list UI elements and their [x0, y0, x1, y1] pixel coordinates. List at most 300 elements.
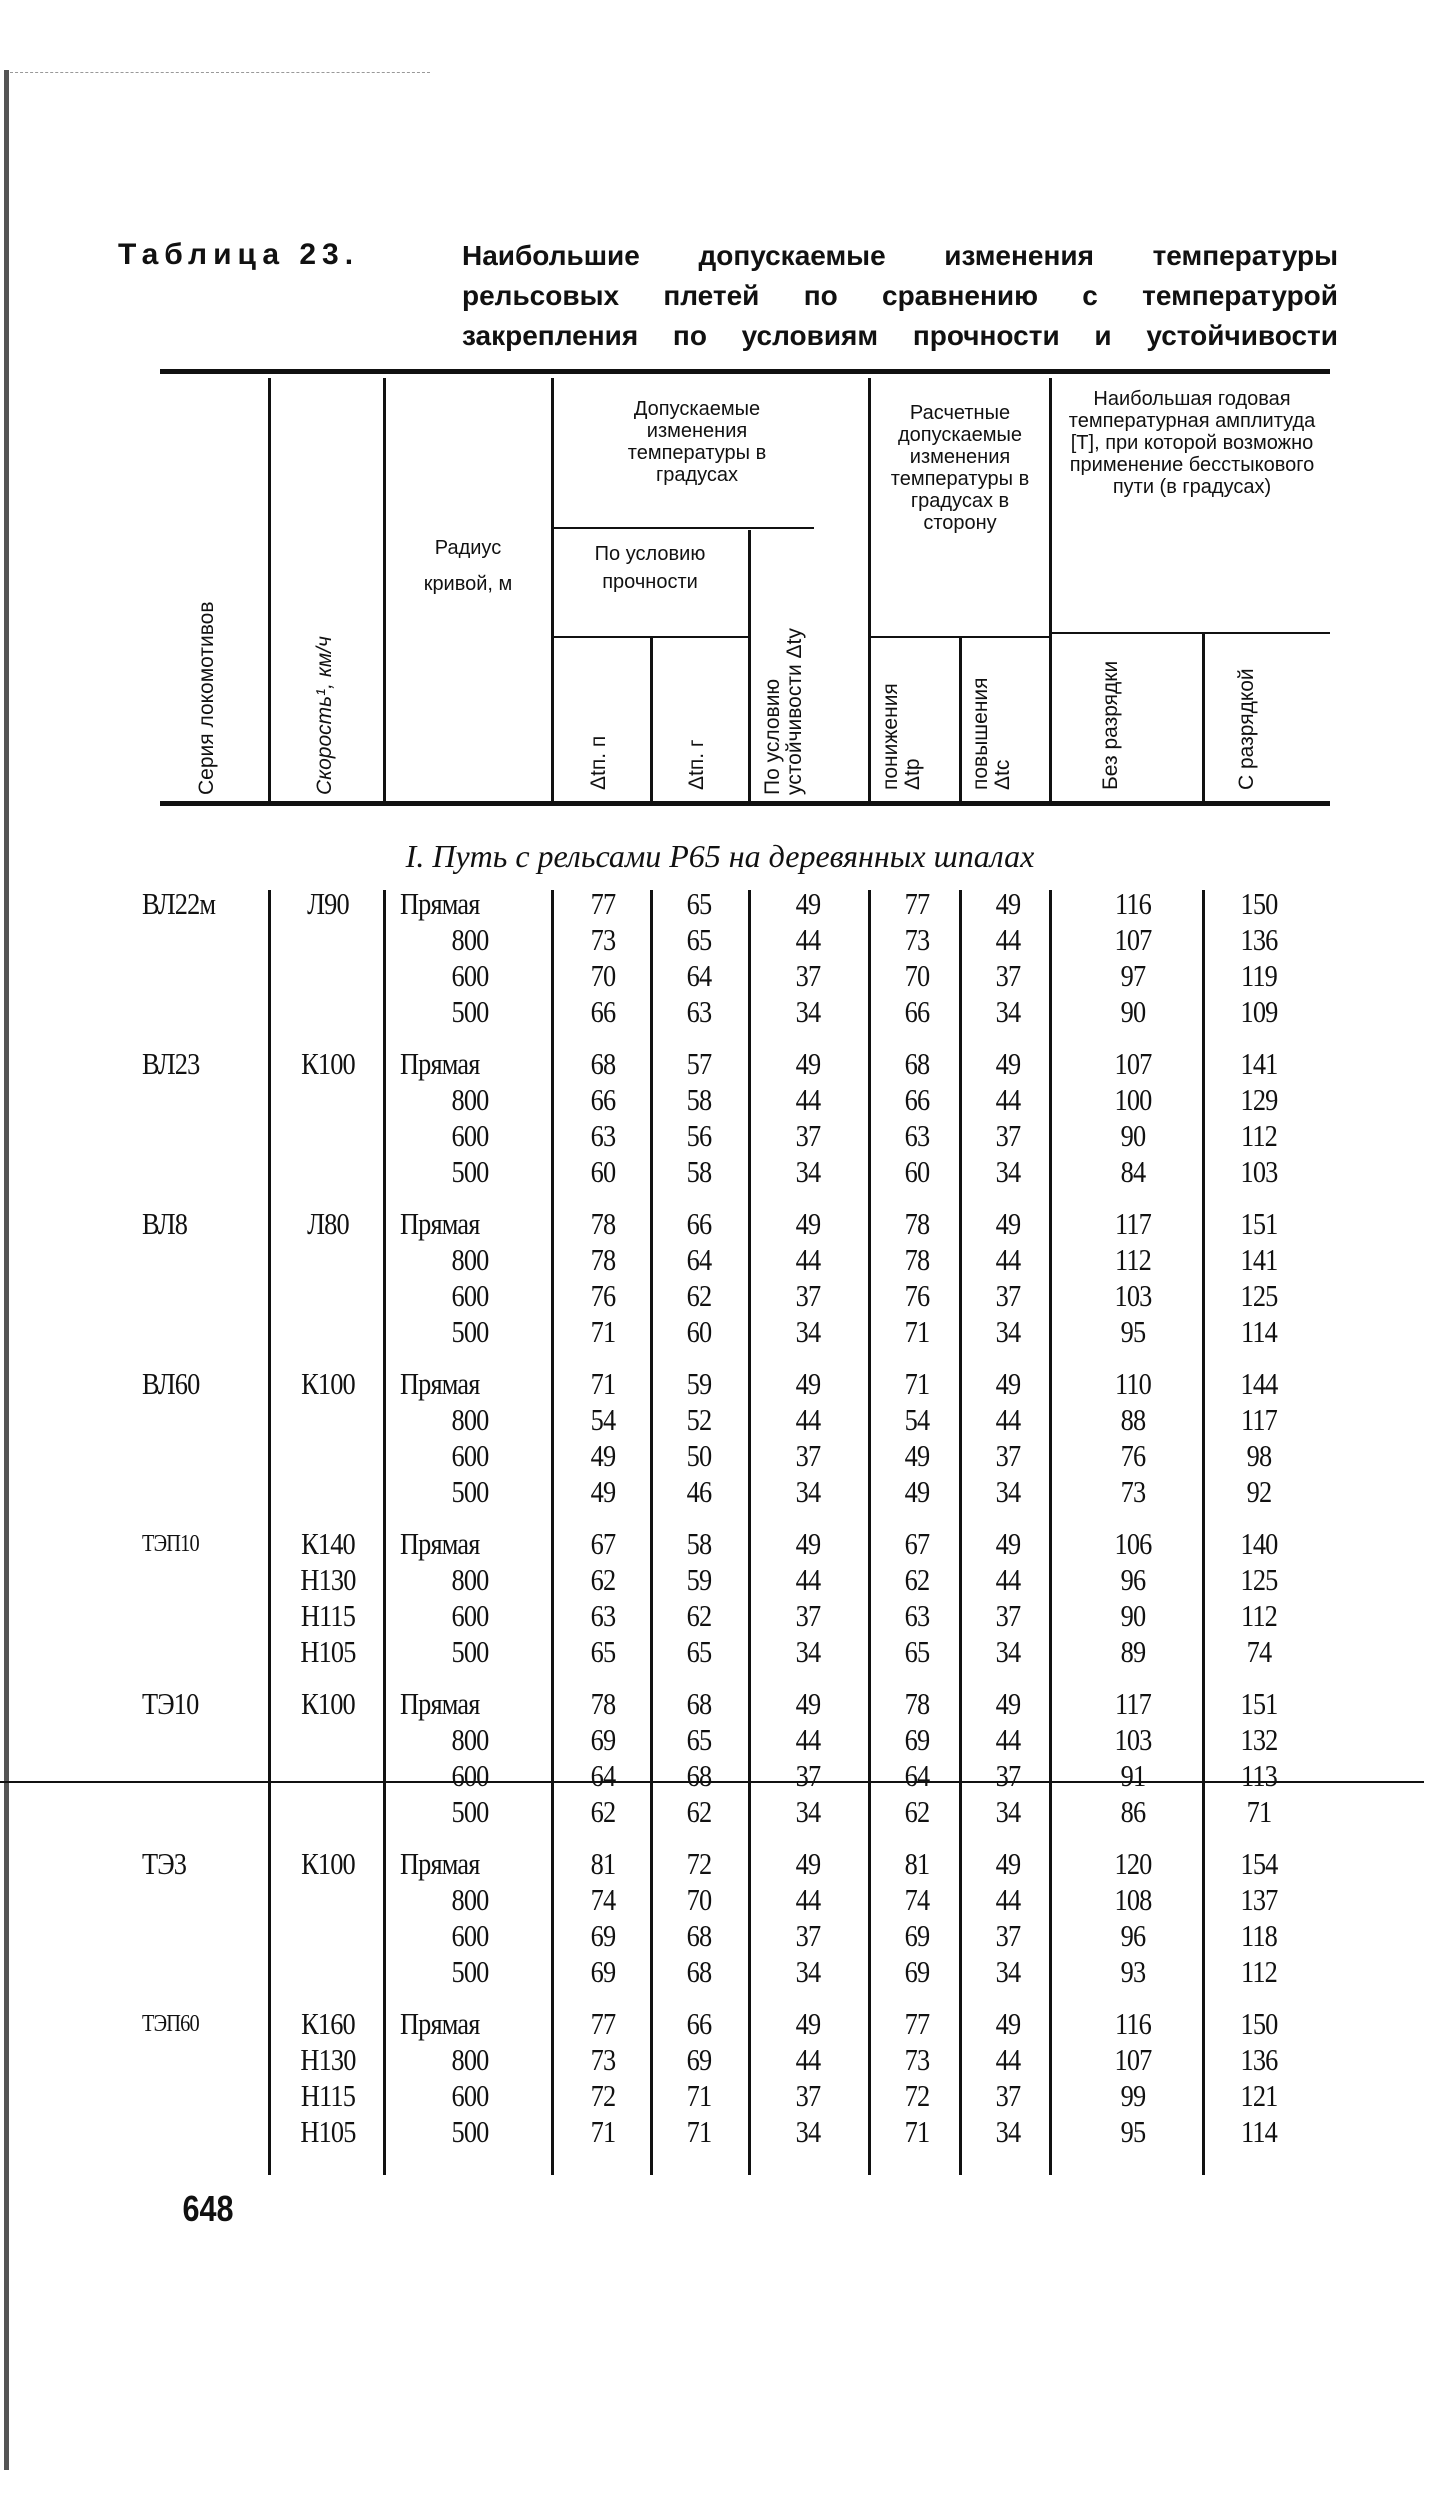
series-name: ТЭ3 [142, 1846, 187, 1881]
value-cell: 78 [904, 1206, 930, 1241]
speed-cell: Н115 [300, 2078, 356, 2113]
value-cell: 44 [995, 1402, 1021, 1437]
value-cell: 68 [904, 1046, 930, 1081]
speed-cell: Н115 [300, 1598, 356, 1633]
radius-cell: 600 [451, 2078, 489, 2113]
radius-cell: 600 [451, 1598, 489, 1633]
allowed-group-rule [552, 527, 814, 529]
radius-cell: 800 [451, 1082, 489, 1117]
series-name: ВЛ60 [142, 1366, 200, 1401]
value-cell: 49 [995, 1366, 1021, 1401]
header-amplitude-group: Наибольшая годовая температурная амплитуда [T], при которой возможно применение бесстыкового пути (в градусах) [1068, 388, 1316, 498]
radius-cell: 600 [451, 958, 489, 993]
value-cell: 117 [1114, 1686, 1151, 1721]
value-cell: 49 [995, 1686, 1021, 1721]
header-strength-group: По условию прочности [594, 543, 706, 593]
radius-cell: 600 [451, 1438, 489, 1473]
value-cell: 112 [1240, 1598, 1277, 1633]
value-cell: 107 [1114, 2042, 1152, 2077]
value-cell: 100 [1114, 1082, 1152, 1117]
column-divider [868, 890, 871, 2175]
value-cell: 99 [1120, 2078, 1146, 2113]
value-cell: 37 [995, 1118, 1021, 1153]
value-cell: 68 [686, 1686, 712, 1721]
radius-cell: 800 [451, 1242, 489, 1277]
value-cell: 66 [904, 1082, 930, 1117]
value-cell: 44 [795, 1722, 821, 1757]
value-cell: 34 [995, 994, 1021, 1029]
value-cell: 46 [686, 1474, 712, 1509]
value-cell: 44 [795, 1402, 821, 1437]
value-cell: 69 [904, 1918, 930, 1953]
value-cell: 54 [904, 1402, 930, 1437]
header-with-discharge: С разрядкой [1235, 668, 1258, 790]
header-stability: По условию устойчивости Δtу [761, 628, 806, 795]
value-cell: 37 [995, 1278, 1021, 1313]
value-cell: 71 [904, 1366, 930, 1401]
header-dt-pg: Δtп. г [685, 739, 708, 790]
header-divider [1202, 634, 1205, 802]
value-cell: 114 [1240, 2114, 1277, 2149]
value-cell: 72 [904, 2078, 930, 2113]
series-name: ТЭП10 [142, 1531, 199, 1557]
value-cell: 44 [995, 1562, 1021, 1597]
value-cell: 106 [1114, 1526, 1152, 1561]
value-cell: 125 [1240, 1278, 1278, 1313]
value-cell: 62 [686, 1598, 712, 1633]
column-divider [748, 890, 751, 2175]
series-name: ВЛ8 [142, 1206, 188, 1241]
value-cell: 69 [590, 1722, 616, 1757]
value-cell: 58 [686, 1082, 712, 1117]
value-cell: 65 [686, 1722, 712, 1757]
value-cell: 120 [1114, 1846, 1152, 1881]
value-cell: 60 [686, 1314, 712, 1349]
value-cell: 77 [904, 2006, 930, 2041]
value-cell: 129 [1240, 1082, 1278, 1117]
value-cell: 69 [590, 1918, 616, 1953]
value-cell: 49 [795, 1046, 821, 1081]
value-cell: 64 [686, 958, 712, 993]
column-divider [268, 890, 271, 2175]
header-increase: повышения Δtс [969, 677, 1014, 790]
value-cell: 44 [795, 2042, 821, 2077]
value-cell: 34 [795, 994, 821, 1029]
value-cell: 103 [1114, 1278, 1152, 1313]
value-cell: 64 [904, 1758, 930, 1793]
value-cell: 119 [1240, 958, 1277, 993]
radius-cell: 800 [451, 1402, 489, 1437]
value-cell: 59 [686, 1562, 712, 1597]
value-cell: 44 [795, 1562, 821, 1597]
value-cell: 71 [686, 2078, 712, 2113]
value-cell: 78 [904, 1242, 930, 1277]
value-cell: 118 [1240, 1918, 1277, 1953]
radius-cell: Прямая [400, 1526, 480, 1561]
value-cell: 49 [995, 1526, 1021, 1561]
value-cell: 136 [1240, 2042, 1278, 2077]
radius-cell: 500 [451, 994, 489, 1029]
header-divider [551, 378, 554, 802]
value-cell: 34 [995, 1314, 1021, 1349]
value-cell: 63 [590, 1118, 616, 1153]
value-cell: 112 [1240, 1118, 1277, 1153]
value-cell: 59 [686, 1366, 712, 1401]
header-bottom-rule [160, 801, 1330, 806]
table-top-rule [160, 369, 1330, 374]
value-cell: 34 [795, 1794, 821, 1829]
header-divider [1049, 378, 1052, 802]
value-cell: 78 [904, 1686, 930, 1721]
radius-cell: 800 [451, 2042, 489, 2077]
value-cell: 103 [1114, 1722, 1152, 1757]
page-number: 648 [182, 2188, 234, 2229]
value-cell: 37 [795, 1758, 821, 1793]
value-cell: 95 [1120, 2114, 1146, 2149]
section-title: I. Путь с рельсами Р65 на деревянных шпалах [405, 838, 1035, 874]
series-name: ВЛ22м [142, 886, 216, 921]
series-name: ТЭП60 [142, 2011, 199, 2037]
radius-cell: 500 [451, 1794, 489, 1829]
header-divider [268, 378, 271, 802]
value-cell: 92 [1246, 1474, 1272, 1509]
value-cell: 150 [1240, 886, 1278, 921]
value-cell: 110 [1114, 1366, 1151, 1401]
header-calc-group: Расчетные допускаемые изменения температуры в градусах в сторону [890, 402, 1030, 534]
value-cell: 37 [795, 2078, 821, 2113]
value-cell: 37 [995, 2078, 1021, 2113]
value-cell: 76 [904, 1278, 930, 1313]
value-cell: 49 [995, 1206, 1021, 1241]
radius-cell: 600 [451, 1278, 489, 1313]
value-cell: 49 [795, 1366, 821, 1401]
value-cell: 37 [995, 1438, 1021, 1473]
value-cell: 72 [686, 1846, 712, 1881]
value-cell: 141 [1240, 1046, 1278, 1081]
value-cell: 73 [1120, 1474, 1146, 1509]
value-cell: 34 [795, 1474, 821, 1509]
radius-cell: Прямая [400, 1366, 480, 1401]
value-cell: 74 [1246, 1634, 1272, 1669]
value-cell: 68 [590, 1046, 616, 1081]
value-cell: 49 [904, 1474, 930, 1509]
value-cell: 98 [1246, 1438, 1272, 1473]
value-cell: 108 [1114, 1882, 1152, 1917]
value-cell: 62 [686, 1278, 712, 1313]
value-cell: 151 [1240, 1206, 1278, 1241]
value-cell: 90 [1120, 994, 1146, 1029]
value-cell: 49 [795, 1526, 821, 1561]
value-cell: 95 [1120, 1314, 1146, 1349]
value-cell: 70 [904, 958, 930, 993]
value-cell: 77 [590, 2006, 616, 2041]
value-cell: 73 [904, 922, 930, 957]
value-cell: 58 [686, 1526, 712, 1561]
value-cell: 68 [686, 1918, 712, 1953]
value-cell: 34 [995, 2114, 1021, 2149]
header-series: Серия локомотивов [195, 601, 218, 795]
value-cell: 73 [590, 922, 616, 957]
value-cell: 97 [1120, 958, 1146, 993]
radius-cell: Прямая [400, 1046, 480, 1081]
value-cell: 74 [590, 1882, 616, 1917]
value-cell: 107 [1114, 1046, 1152, 1081]
value-cell: 37 [995, 1758, 1021, 1793]
value-cell: 78 [590, 1686, 616, 1721]
value-cell: 37 [795, 1918, 821, 1953]
value-cell: 73 [590, 2042, 616, 2077]
radius-cell: 600 [451, 1758, 489, 1793]
value-cell: 140 [1240, 1526, 1278, 1561]
value-cell: 44 [995, 1722, 1021, 1757]
radius-cell: 500 [451, 1634, 489, 1669]
value-cell: 64 [686, 1242, 712, 1277]
value-cell: 65 [686, 922, 712, 957]
value-cell: 49 [795, 886, 821, 921]
header-speed: Скорость¹, км/ч [313, 636, 336, 795]
speed-cell: К100 [301, 1846, 355, 1881]
column-divider [1049, 890, 1052, 2175]
radius-cell: 800 [451, 1562, 489, 1597]
column-divider [551, 890, 554, 2175]
value-cell: 90 [1120, 1598, 1146, 1633]
value-cell: 76 [590, 1278, 616, 1313]
value-cell: 151 [1240, 1686, 1278, 1721]
speed-cell: К140 [301, 1526, 355, 1561]
value-cell: 57 [686, 1046, 712, 1081]
value-cell: 96 [1120, 1918, 1146, 1953]
value-cell: 63 [590, 1598, 616, 1633]
value-cell: 112 [1114, 1242, 1151, 1277]
value-cell: 56 [686, 1118, 712, 1153]
value-cell: 49 [590, 1474, 616, 1509]
value-cell: 49 [795, 1206, 821, 1241]
scan-artifact [10, 72, 430, 74]
column-divider [383, 890, 386, 2175]
value-cell: 34 [995, 1474, 1021, 1509]
value-cell: 121 [1240, 2078, 1278, 2113]
value-cell: 37 [995, 1598, 1021, 1633]
value-cell: 44 [795, 922, 821, 957]
value-cell: 62 [686, 1794, 712, 1829]
value-cell: 112 [1240, 1954, 1277, 1989]
value-cell: 93 [1120, 1954, 1146, 1989]
value-cell: 72 [590, 2078, 616, 2113]
value-cell: 44 [795, 1082, 821, 1117]
radius-cell: 800 [451, 1722, 489, 1757]
value-cell: 64 [590, 1758, 616, 1793]
speed-cell: Н105 [300, 1634, 356, 1669]
column-divider [650, 890, 653, 2175]
value-cell: 90 [1120, 1118, 1146, 1153]
table-label: Таблица 23. [118, 238, 360, 271]
value-cell: 34 [995, 1634, 1021, 1669]
value-cell: 66 [686, 1206, 712, 1241]
radius-cell: 500 [451, 1954, 489, 1989]
value-cell: 96 [1120, 1562, 1146, 1597]
value-cell: 77 [904, 886, 930, 921]
value-cell: 65 [590, 1634, 616, 1669]
value-cell: 44 [795, 1882, 821, 1917]
value-cell: 71 [904, 2114, 930, 2149]
header-divider [959, 638, 962, 802]
value-cell: 69 [904, 1954, 930, 1989]
value-cell: 37 [795, 958, 821, 993]
value-cell: 37 [995, 1918, 1021, 1953]
value-cell: 49 [795, 1686, 821, 1721]
speed-cell: Л90 [307, 886, 349, 921]
value-cell: 117 [1114, 1206, 1151, 1241]
value-cell: 103 [1240, 1154, 1278, 1189]
value-cell: 71 [590, 1366, 616, 1401]
value-cell: 44 [995, 1882, 1021, 1917]
value-cell: 60 [904, 1154, 930, 1189]
speed-cell: К100 [301, 1046, 355, 1081]
value-cell: 70 [686, 1882, 712, 1917]
value-cell: 44 [995, 1242, 1021, 1277]
value-cell: 37 [795, 1598, 821, 1633]
radius-cell: Прямая [400, 1686, 480, 1721]
value-cell: 62 [904, 1794, 930, 1829]
value-cell: 44 [995, 922, 1021, 957]
value-cell: 70 [590, 958, 616, 993]
value-cell: 107 [1114, 922, 1152, 957]
value-cell: 49 [795, 2006, 821, 2041]
value-cell: 34 [795, 1954, 821, 1989]
value-cell: 60 [590, 1154, 616, 1189]
value-cell: 58 [686, 1154, 712, 1189]
value-cell: 73 [904, 2042, 930, 2077]
value-cell: 74 [904, 1882, 930, 1917]
value-cell: 69 [590, 1954, 616, 1989]
value-cell: 136 [1240, 922, 1278, 957]
value-cell: 65 [686, 1634, 712, 1669]
value-cell: 66 [904, 994, 930, 1029]
speed-cell: Н105 [300, 2114, 356, 2149]
value-cell: 49 [904, 1438, 930, 1473]
series-name: ТЭ10 [142, 1686, 199, 1721]
radius-cell: 500 [451, 1314, 489, 1349]
value-cell: 65 [904, 1634, 930, 1669]
value-cell: 67 [590, 1526, 616, 1561]
radius-cell: Прямая [400, 886, 480, 921]
value-cell: 62 [590, 1794, 616, 1829]
value-cell: 117 [1240, 1402, 1277, 1437]
series-name: ВЛ23 [142, 1046, 200, 1081]
value-cell: 91 [1120, 1758, 1146, 1793]
value-cell: 66 [686, 2006, 712, 2041]
value-cell: 141 [1240, 1242, 1278, 1277]
value-cell: 44 [995, 2042, 1021, 2077]
radius-cell: 800 [451, 922, 489, 957]
value-cell: 44 [795, 1242, 821, 1277]
scan-edge [4, 70, 9, 2470]
table-title: Наибольшие допускаемые изменения температуры рельсовых плетей по сравнению с температурой закрепления по условиям прочности и устойчивости [462, 240, 1338, 351]
header-decrease: понижения Δtр [879, 683, 924, 790]
speed-cell: К160 [301, 2006, 355, 2041]
value-cell: 116 [1114, 2006, 1151, 2041]
value-cell: 77 [590, 886, 616, 921]
value-cell: 34 [795, 1154, 821, 1189]
speed-cell: Н130 [300, 2042, 356, 2077]
value-cell: 52 [686, 1402, 712, 1437]
radius-cell: 500 [451, 2114, 489, 2149]
radius-cell: 600 [451, 1118, 489, 1153]
header-divider [748, 530, 751, 802]
value-cell: 68 [686, 1758, 712, 1793]
value-cell: 44 [995, 1082, 1021, 1117]
value-cell: 69 [904, 1722, 930, 1757]
speed-cell: К100 [301, 1366, 355, 1401]
value-cell: 63 [904, 1118, 930, 1153]
value-cell: 65 [686, 886, 712, 921]
value-cell: 66 [590, 1082, 616, 1117]
value-cell: 86 [1120, 1794, 1146, 1829]
column-divider [1202, 890, 1205, 2175]
value-cell: 88 [1120, 1402, 1146, 1437]
value-cell: 76 [1120, 1438, 1146, 1473]
value-cell: 49 [995, 886, 1021, 921]
value-cell: 71 [1246, 1794, 1272, 1829]
value-cell: 81 [590, 1846, 616, 1881]
value-cell: 34 [995, 1154, 1021, 1189]
radius-cell: Прямая [400, 1206, 480, 1241]
value-cell: 78 [590, 1206, 616, 1241]
value-cell: 84 [1120, 1154, 1146, 1189]
radius-cell: Прямая [400, 1846, 480, 1881]
value-cell: 37 [795, 1278, 821, 1313]
value-cell: 37 [995, 958, 1021, 993]
value-cell: 114 [1240, 1314, 1277, 1349]
value-cell: 132 [1240, 1722, 1278, 1757]
header-allowed-group: Допускаемые изменения температуры в градусах [627, 398, 767, 486]
header-dt-pp: Δtп. п [587, 735, 610, 790]
value-cell: 78 [590, 1242, 616, 1277]
header-divider [868, 378, 871, 802]
value-cell: 68 [686, 1954, 712, 1989]
value-cell: 37 [795, 1118, 821, 1153]
value-cell: 63 [904, 1598, 930, 1633]
radius-cell: 600 [451, 1918, 489, 1953]
column-divider [959, 890, 962, 2175]
value-cell: 125 [1240, 1562, 1278, 1597]
value-cell: 150 [1240, 2006, 1278, 2041]
value-cell: 144 [1240, 1366, 1278, 1401]
value-cell: 69 [686, 2042, 712, 2077]
value-cell: 113 [1240, 1758, 1277, 1793]
value-cell: 71 [904, 1314, 930, 1349]
header-divider [383, 378, 386, 802]
radius-cell: 500 [451, 1474, 489, 1509]
value-cell: 49 [995, 2006, 1021, 2041]
value-cell: 66 [590, 994, 616, 1029]
speed-cell: К100 [301, 1686, 355, 1721]
value-cell: 37 [795, 1438, 821, 1473]
value-cell: 67 [904, 1526, 930, 1561]
value-cell: 109 [1240, 994, 1278, 1029]
header-no-discharge: Без разрядки [1099, 660, 1122, 790]
value-cell: 71 [686, 2114, 712, 2149]
value-cell: 49 [795, 1846, 821, 1881]
value-cell: 34 [995, 1954, 1021, 1989]
header-divider [650, 638, 653, 802]
speed-cell: Л80 [307, 1206, 349, 1241]
value-cell: 34 [995, 1794, 1021, 1829]
value-cell: 154 [1240, 1846, 1278, 1881]
value-cell: 34 [795, 1634, 821, 1669]
radius-cell: 800 [451, 1882, 489, 1917]
amplitude-group-rule [1050, 632, 1330, 634]
